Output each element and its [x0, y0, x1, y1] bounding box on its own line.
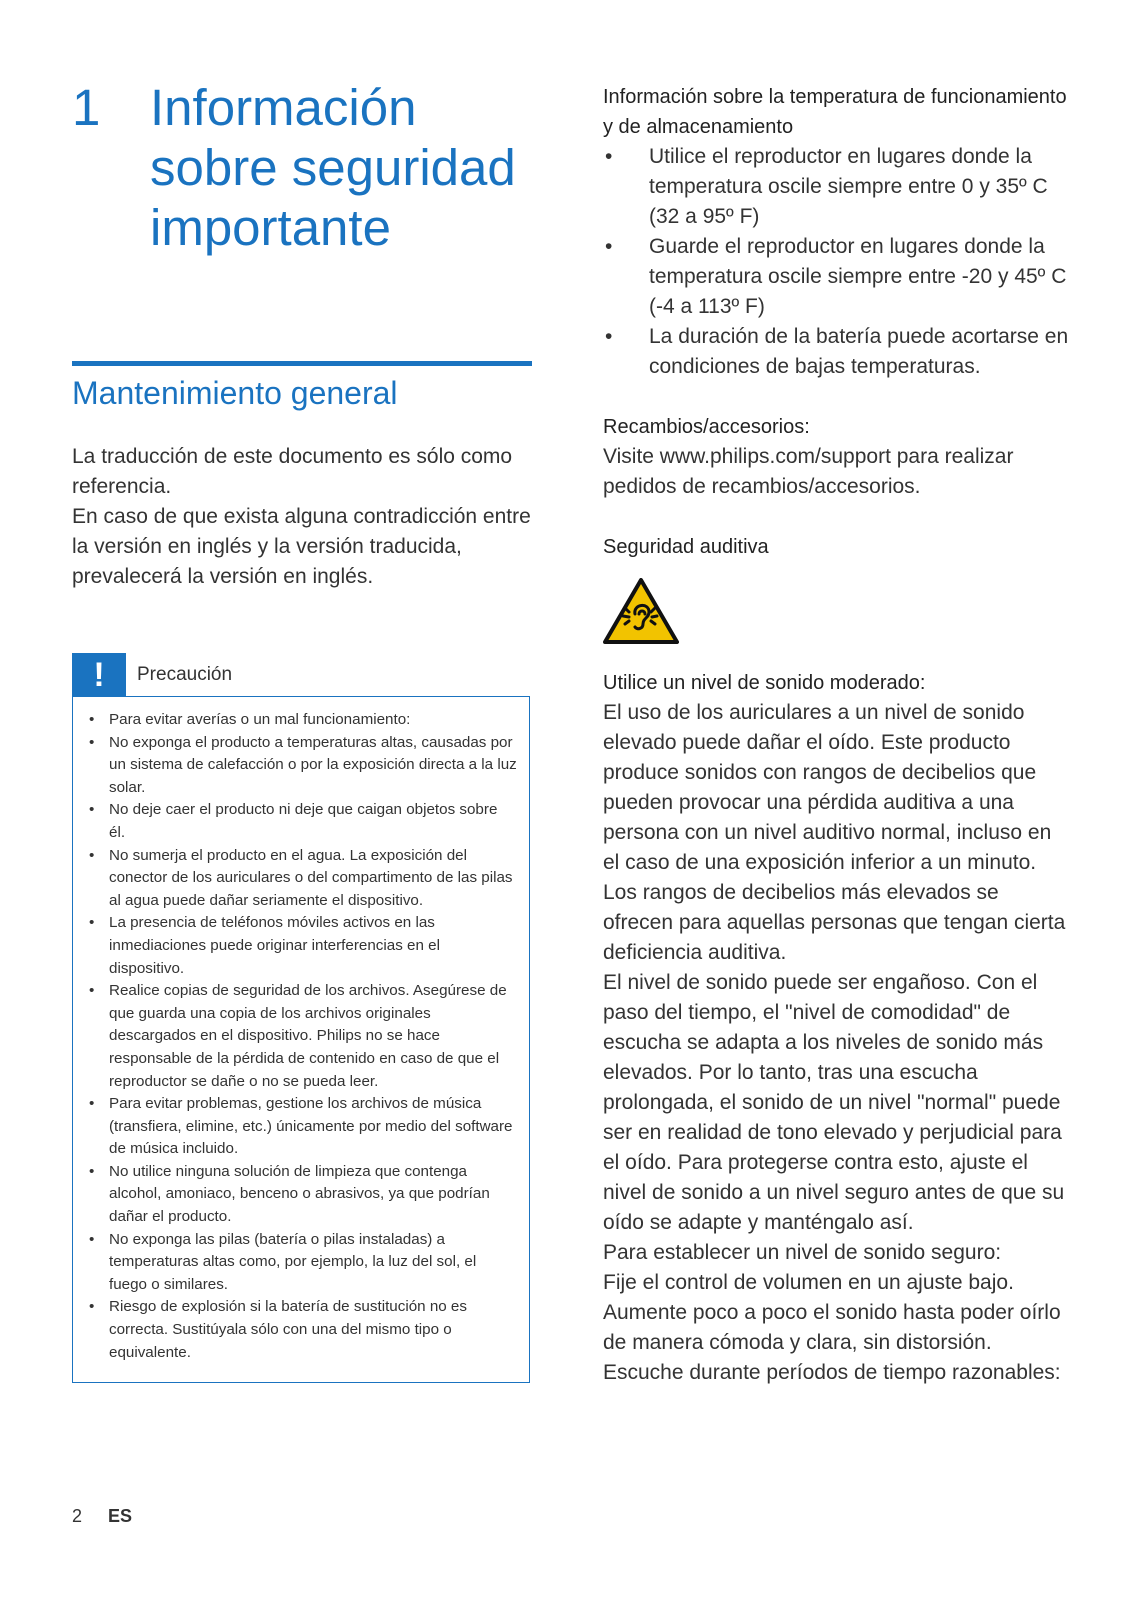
- list-item-text: Para evitar problemas, gestione los archivos de música (transfiera, elimine, etc.) únicamente por medio del software de música incluido.: [109, 1095, 513, 1158]
- hearing-paragraph: El nivel de sonido puede ser engañoso. Con el paso del tiempo, el "nivel de comodidad" de escucha se adapta a los niveles de sonido más elevados. Por lo tanto, tras una escucha prolongada, el sonido de un nivel "normal" puede ser en realidad de tono elevado y perjudicial para el oído. Para protegerse contra esto, ajuste el nivel de sonido a un nivel seguro antes de que su oído se adapte y manténgalo así.: [603, 971, 1065, 1234]
- list-item-text: No utilice ninguna solución de limpieza que contenga alcohol, amoniaco, benceno o abrasivos, ya que podrían dañar el producto.: [109, 1162, 490, 1226]
- list-item: [87, 732, 517, 800]
- bullet-icon: •: [605, 235, 613, 258]
- section-divider: [72, 361, 532, 366]
- list-item-text: No exponga las pilas (batería o pilas instaladas) a temperaturas altas como, por ejemplo, la luz del sol, el fuego o similares.: [109, 1230, 477, 1293]
- bullet-icon: •: [605, 325, 613, 348]
- bullet-icon: •: [89, 1162, 95, 1180]
- hearing-paragraph: Escuche durante períodos de tiempo razonables:: [603, 1361, 1061, 1384]
- temperature-list: [603, 142, 1073, 382]
- caution-list: [73, 697, 529, 1364]
- section-heading: Mantenimiento general: [72, 375, 398, 411]
- caution-label: Precaución: [137, 664, 233, 685]
- list-item-text: Para evitar averías o un mal funcionamiento:: [109, 711, 411, 728]
- list-item: [603, 322, 1073, 382]
- bullet-icon: •: [89, 846, 95, 864]
- hearing-subheading: Utilice un nivel de sonido moderado:: [603, 672, 926, 694]
- right-column: [603, 82, 1073, 1388]
- intro-paragraph: La traducción de este documento es sólo como referencia.: [72, 445, 513, 498]
- chapter-heading: [72, 78, 532, 258]
- intro-text: [72, 442, 532, 592]
- list-item-text: Guarde el reproductor en lugares donde la temperatura oscile siempre entre -20 y 45º C (-4 a 113º F): [649, 235, 1067, 318]
- bullet-icon: •: [89, 733, 95, 751]
- list-item-text: La presencia de teléfonos móviles activos en las inmediaciones puede originar interferencias en el dispositivo.: [109, 914, 440, 977]
- bullet-icon: •: [89, 914, 95, 932]
- chapter-title: [150, 78, 532, 258]
- list-item: [603, 232, 1073, 322]
- bullet-icon: •: [89, 982, 95, 1000]
- bullet-icon: •: [89, 801, 95, 819]
- hearing-warning-icon: [603, 578, 679, 644]
- list-item-text: No deje caer el producto ni deje que caigan objetos sobre él.: [109, 801, 498, 841]
- chapter-title-line: Información: [150, 79, 417, 136]
- list-item: [87, 709, 517, 732]
- temperature-heading: Información sobre la temperatura de funcionamiento y de almacenamiento: [603, 86, 1067, 138]
- list-item-text: Utilice el reproductor en lugares donde la temperatura oscile siempre entre 0 y 35º C (32 a 95º F): [649, 145, 1048, 228]
- list-item-text: No sumerja el producto en el agua. La exposición del conector de los auriculares o del compartimento de las pilas al agua puede dañar seriamente el dispositivo.: [109, 846, 513, 909]
- bullet-icon: •: [89, 1298, 95, 1316]
- replacements-heading: Recambios/accesorios:: [603, 416, 810, 438]
- page-number: 2: [72, 1506, 83, 1526]
- list-item-text: La duración de la batería puede acortarse en condiciones de bajas temperaturas.: [649, 325, 1069, 378]
- list-item: [87, 799, 517, 844]
- hearing-paragraph: El uso de los auriculares a un nivel de sonido elevado puede dañar el oído. Este producto produce sonidos con rangos de decibelios que pueden provocar una pérdida auditiva a una persona con un nivel auditivo normal, incluso en el caso de una exposición inferior a un minuto. Los rangos de decibelios más elevados se ofrecen para aquellas personas que tengan cierta deficiencia auditiva.: [603, 701, 1066, 964]
- page-footer: [72, 1506, 132, 1527]
- hearing-heading: Seguridad auditiva: [603, 536, 769, 558]
- replacements-text: Visite www.philips.com/support para realizar pedidos de recambios/accesorios.: [603, 445, 1014, 498]
- bullet-icon: •: [89, 711, 95, 728]
- language-code: ES: [108, 1506, 133, 1526]
- list-item: [87, 1093, 517, 1161]
- list-item: [87, 1161, 517, 1229]
- bullet-icon: •: [89, 1230, 95, 1248]
- list-item: [87, 912, 517, 980]
- hearing-paragraph: Fije el control de volumen en un ajuste bajo.: [603, 1271, 1014, 1294]
- intro-paragraph: En caso de que exista alguna contradicción entre la versión en inglés y la versión traducida, prevalecerá la versión en inglés.: [72, 505, 531, 588]
- chapter-title-line: sobre seguridad: [150, 139, 516, 196]
- list-item: [87, 980, 517, 1093]
- hearing-paragraph: Para establecer un nivel de sonido seguro:: [603, 1241, 1002, 1264]
- chapter-number: 1: [72, 79, 101, 136]
- list-item: [87, 1296, 517, 1364]
- list-item-text: Realice copias de seguridad de los archivos. Asegúrese de que guarda una copia de los archivos originales descargados en el dispositivo. Philips no se hace responsable de la pérdida de contenido en caso de que el reproductor se dañe o no se pueda leer.: [109, 982, 507, 1090]
- bullet-icon: •: [89, 1095, 95, 1113]
- caution-box: [72, 696, 530, 1383]
- hearing-paragraph: Aumente poco a poco el sonido hasta poder oírlo de manera cómoda y clara, sin distorsión.: [603, 1301, 1061, 1354]
- list-item-text: No exponga el producto a temperaturas altas, causadas por un sistema de calefacción o por la exposición directa a la luz solar.: [109, 733, 517, 796]
- list-item-text: Riesgo de explosión si la batería de sustitución no es correcta. Sustitúyala sólo con una del mismo tipo o equivalente.: [109, 1298, 467, 1361]
- bullet-icon: •: [605, 145, 613, 168]
- list-item: [87, 1229, 517, 1297]
- list-item: [603, 142, 1073, 232]
- chapter-title-line: importante: [150, 199, 391, 256]
- caution-icon: !: [72, 653, 126, 697]
- list-item: [87, 845, 517, 913]
